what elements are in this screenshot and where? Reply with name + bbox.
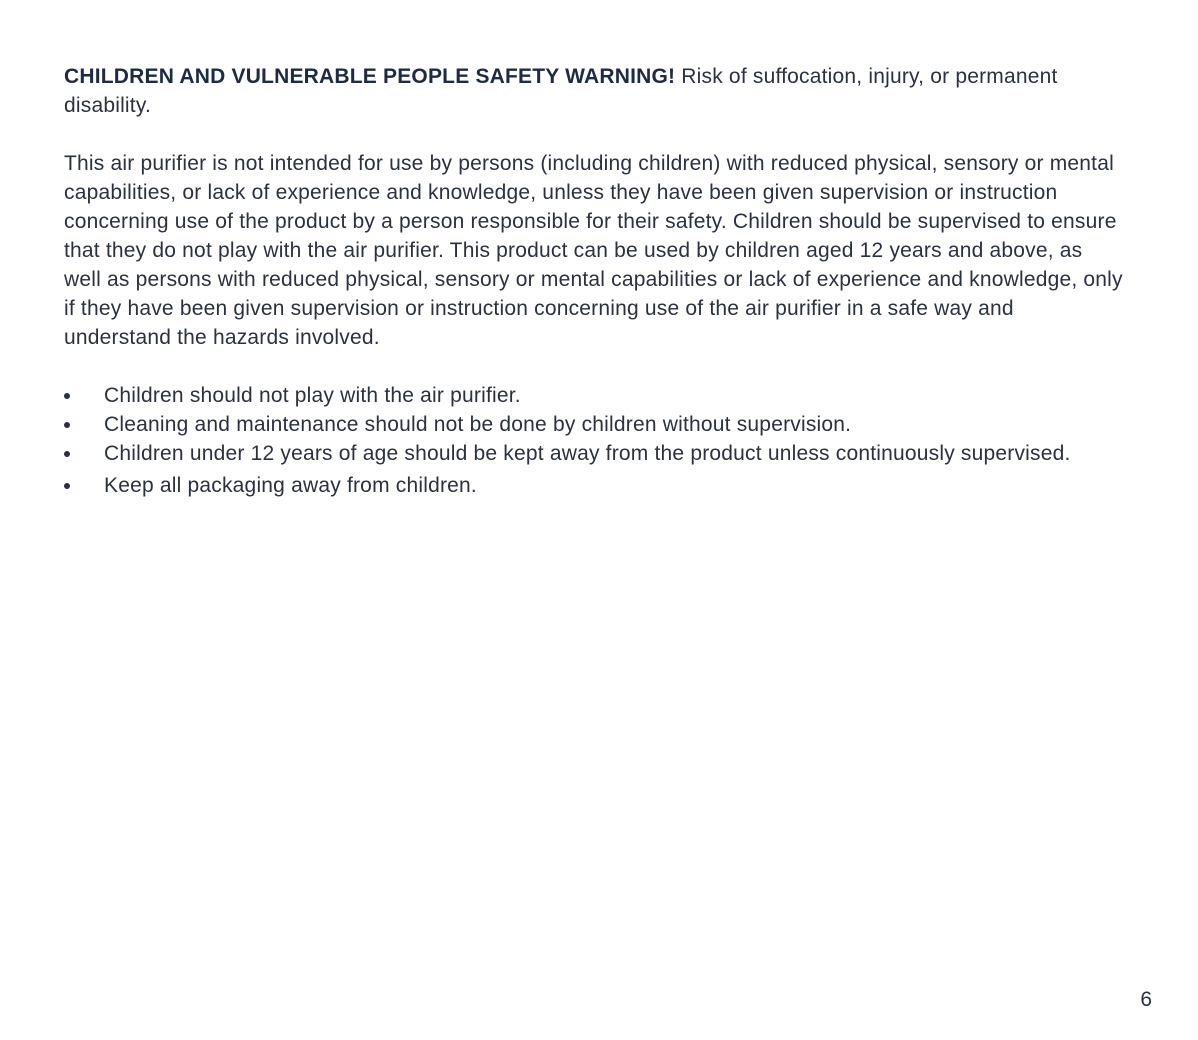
body-paragraph: This air purifier is not intended for use by persons (including children) with reduced physical, sensory or mental capabilities, or lack of experience and knowledge, unless they have been given supervision or instruction concerning use of the product by a person responsible for their safety. Children should be supervised to ensure that they do not play with the air purifier. This product can be used by children aged 12 years and above, as well as persons with reduced physical, sensory or mental capabilities or lack of experience and knowledge, only if they have been given supervision or instruction concerning use of the air purifier in a safe way and understand the hazards involved. bbox=[64, 152, 1123, 349]
bullet-text: Cleaning and maintenance should not be done by children without supervision. bbox=[104, 413, 852, 436]
bullet-icon bbox=[64, 393, 70, 399]
bullet-icon bbox=[64, 483, 70, 489]
warning-title: CHILDREN AND VULNERABLE PEOPLE SAFETY WARNING! bbox=[64, 65, 676, 88]
list-item bbox=[64, 471, 1124, 500]
bullet-text: Children under 12 years of age should be kept away from the product unless continuously supervised. bbox=[104, 442, 1071, 465]
document-page bbox=[64, 62, 1124, 500]
safety-warning bbox=[64, 62, 1124, 120]
bullet-icon bbox=[64, 451, 70, 457]
bullet-text: Children should not play with the air purifier. bbox=[104, 384, 521, 407]
safety-bullet-list bbox=[64, 381, 1124, 500]
bullet-icon bbox=[64, 422, 70, 428]
list-item bbox=[64, 439, 1124, 468]
page-number: 6 bbox=[1140, 988, 1152, 1011]
list-item bbox=[64, 381, 1124, 410]
warning-text: Risk of suffocation, injury, or permanent disability. bbox=[64, 65, 1058, 117]
list-item bbox=[64, 410, 1124, 439]
bullet-text: Keep all packaging away from children. bbox=[104, 474, 477, 497]
